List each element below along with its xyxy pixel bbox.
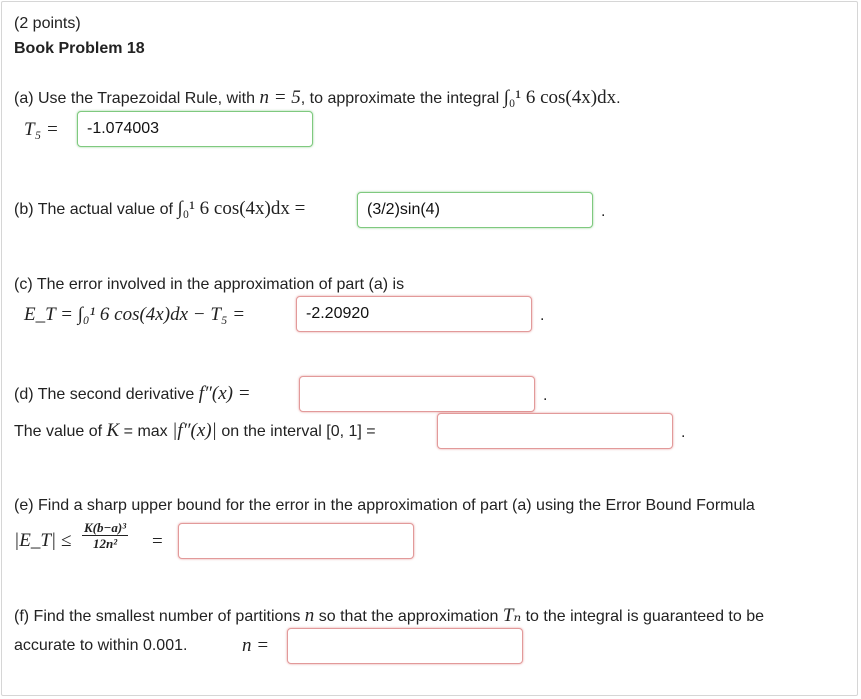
part-d-k-text-mid: = max <box>123 423 168 440</box>
part-a-text: (a) Use the Trapezoidal Rule, with <box>14 90 255 107</box>
part-e-equals: = <box>152 531 163 552</box>
part-f-text-after: to the integral is guaranteed to be <box>525 608 764 625</box>
part-c-label: E_T = ∫₀¹ 6 cos(4x)dx − T₅ = <box>24 304 246 325</box>
part-a-period: . <box>616 90 621 107</box>
part-f-text: (f) Find the smallest number of partitions <box>14 608 301 625</box>
part-e-prompt: (e) Find a sharp upper bound for the error in the approximation of part (a) using the Error Bound Formula <box>14 497 755 514</box>
part-d-k-text: The value of <box>14 423 103 440</box>
part-f-label: n = <box>242 635 270 656</box>
part-d-k-prompt <box>14 421 376 442</box>
part-b-period: . <box>601 203 606 220</box>
part-a-integral: ∫₀¹ 6 cos(4x)dx <box>503 87 617 108</box>
part-c-period: . <box>540 307 545 324</box>
part-d-second-derivative-input[interactable] <box>299 376 535 412</box>
part-e-lhs: |E_T| ≤ <box>14 530 72 551</box>
part-b-prompt <box>14 199 305 220</box>
part-d-k-text-after: on the interval [0, 1] = <box>221 423 376 440</box>
part-c-answer-input[interactable] <box>296 296 532 332</box>
part-e-answer-input[interactable] <box>178 523 414 559</box>
part-b-integral: ∫₀¹ 6 cos(4x)dx = <box>177 198 306 219</box>
part-a-answer-input[interactable] <box>77 111 313 147</box>
part-e-frac-den: 12n² <box>92 536 118 551</box>
part-d-k-var: K <box>106 420 120 441</box>
part-d-text: (d) The second derivative <box>14 386 195 403</box>
part-a-text-mid: , to approximate the integral <box>300 90 500 107</box>
part-f-line2: accurate to within 0.001. <box>14 637 188 654</box>
part-a-n-expr: n = 5 <box>259 87 301 108</box>
part-d-k-input[interactable] <box>437 413 673 449</box>
problem-title: Book Problem 18 <box>14 40 145 57</box>
part-e-fraction <box>82 520 128 551</box>
part-d-expr: f″(x) = <box>198 383 251 404</box>
part-a-prompt <box>14 88 621 109</box>
part-a-label: T₅ = <box>24 119 59 140</box>
part-f-tn: Tₙ <box>502 605 522 626</box>
part-b-text: (b) The actual value of <box>14 201 173 218</box>
points-label: (2 points) <box>14 15 81 32</box>
part-f-answer-input[interactable] <box>287 628 523 664</box>
part-d-k-period: . <box>681 424 686 441</box>
part-c-prompt: (c) The error involved in the approximation of part (a) is <box>14 276 405 293</box>
part-e-frac-num: K(b−a)³ <box>84 520 127 535</box>
part-d-k-abs: |f″(x)| <box>172 420 217 441</box>
part-f-prompt <box>14 606 764 627</box>
part-f-n-var: n <box>304 605 315 626</box>
part-d-prompt <box>14 384 251 405</box>
part-f-text-mid: so that the approximation <box>318 608 499 625</box>
part-d-period: . <box>543 387 548 404</box>
part-b-answer-input[interactable] <box>357 192 593 228</box>
